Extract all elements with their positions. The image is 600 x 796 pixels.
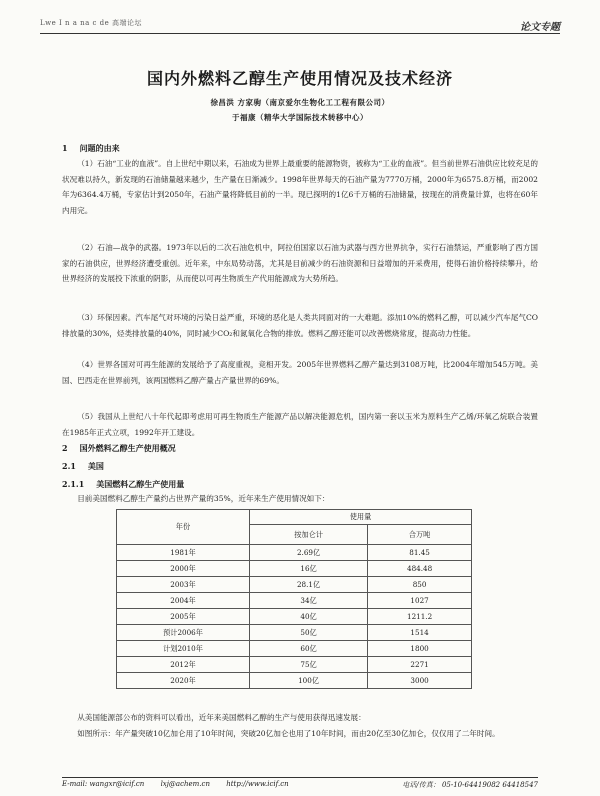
table-row: 计划2010年 60亿 1800 [117, 641, 472, 657]
paragraph-world-production: （4）世界各国对可再生能源的发展给予了高度重视，竞相开发。2005年世界燃料乙醇产量达到3108万吨，比2004年增加545万吨。美国、巴西走在世界前列，该两国燃料乙醇产量占产量世界的69%。 [62, 360, 538, 385]
footer-email[interactable]: E-mail: wangxr@icif.cn [62, 780, 145, 788]
paragraph-doe-data: 从美国能源部公布的资料可以看出，近年来美国燃料乙醇的生产与使用获得迅速发展： [77, 713, 366, 722]
table-header-tons: 合万吨 [368, 525, 472, 545]
table-header-year: 年份 [117, 510, 250, 545]
paragraph-table-intro: 目前美国燃料乙醇生产量约占世界产量的35%，近年来生产使用情况如下： [77, 494, 330, 503]
section-title: 问题的由来 [79, 143, 120, 153]
author-line-1: 徐昌洪 方家驹（南京爱尔生物化工工程有限公司） [210, 98, 390, 107]
table-row: 2000年 16亿 484.48 [117, 561, 472, 577]
section-label: 论文专题 [520, 22, 560, 33]
table-header-use: 使用量 [250, 510, 472, 525]
us-ethanol-table [116, 509, 472, 689]
article-title: 国内外燃料乙醇生产使用情况及技术经济 [146, 69, 453, 88]
table-row: 预计2006年 50亿 1514 [117, 625, 472, 641]
footer-divider [62, 777, 538, 778]
table-row: 2004年 34亿 1027 [117, 593, 472, 609]
footer-phone: 电话/传真： 05-10-64419082 64418547 [402, 781, 538, 789]
paragraph-growth: 如图所示：年产量突破10亿加仑用了10年时间，突破20亿加仑也用了10年时间，而由20亿至30亿加仑，仅仅用了二年时间。 [77, 729, 500, 738]
journal-name: Lwe I n a na c de 高端论坛 [40, 19, 143, 27]
author-line-2: 于福康（精华大学国际技术转移中心） [232, 113, 368, 122]
table-row: 2003年 28.1亿 850 [117, 577, 472, 593]
section-number: 1 [62, 143, 68, 153]
paragraph-oil-blood: （1）石油“工业的血液”。自上世纪中期以来，石油成为世界上最重要的能源物资，被称为“工业的血液”。但当前世界石油供应比较充足的状况难以持久，新发现的石油储量越来越少，生产量在日渐减少。1998年世界每天的石油产量为7770万桶，2000年为6575.8万桶，而2002年为6364.4万桶，专家估计到2050年，石油产量将降低目前的一半。现已探明的1亿6千万桶的石油储量，按现在的消费量计算，也将在60年内用完。 [62, 159, 538, 215]
paragraph-china: （5）我国从上世纪八十年代起即考虑用可再生物质生产能源产品以解决能源危机，国内第一套以玉米为原料生产乙烯/环氧乙烷联合装置在1985年正式立项，1992年开工建设。 [62, 412, 538, 437]
footer-website[interactable]: http://www.icif.cn [226, 780, 289, 788]
section-heading-2-1-1: 2.1.1 美国燃料乙醇生产使用量 [62, 479, 185, 489]
paragraph-environment: （3）环保因素。汽车尾气对环境的污染日益严重，环境的恶化是人类共同面对的一大难题。添加10%的燃料乙醇，可以减少汽车尾气CO排放量的30%，烃类排放量的40%，同时减少CO₂和氮氧化合物的排放。燃料乙醇还能可以改善燃烧常度，提高动力性能。 [62, 313, 538, 338]
table-row: 2005年 40亿 1211.2 [117, 609, 472, 625]
page-header [40, 18, 560, 32]
table-row: 1981年 2.69亿 81.45 [117, 545, 472, 561]
paragraph-oil-weapon: （2）石油—战争的武器。1973年以后的二次石油危机中，阿拉伯国家以石油为武器与西方世界抗争，实行石油禁运，严重影响了西方国家的石油供应，世界经济遭受重创。近年来，中东局势动荡，尤其是目前减少的石油资源和日益增加的开采费用，使得石油价格持续攀升，给世界经济的发展投下浓重的阴影，从而使以可再生物质生产代用能源成为大势所趋。 [62, 243, 538, 284]
section-heading-2: 2 国外燃料乙醇生产使用概况 [62, 443, 176, 453]
table-row: 2012年 75亿 2271 [117, 657, 472, 673]
table-header-gallons: 按加仑计 [250, 525, 368, 545]
header-divider [40, 33, 560, 34]
section-heading-2-1: 2.1 美国 [62, 461, 104, 471]
page-footer [62, 780, 538, 788]
table-row: 2020年 100亿 3000 [117, 673, 472, 689]
section-heading-1 [62, 143, 120, 154]
footer-email-2[interactable]: lxj@achem.cn [160, 780, 210, 788]
